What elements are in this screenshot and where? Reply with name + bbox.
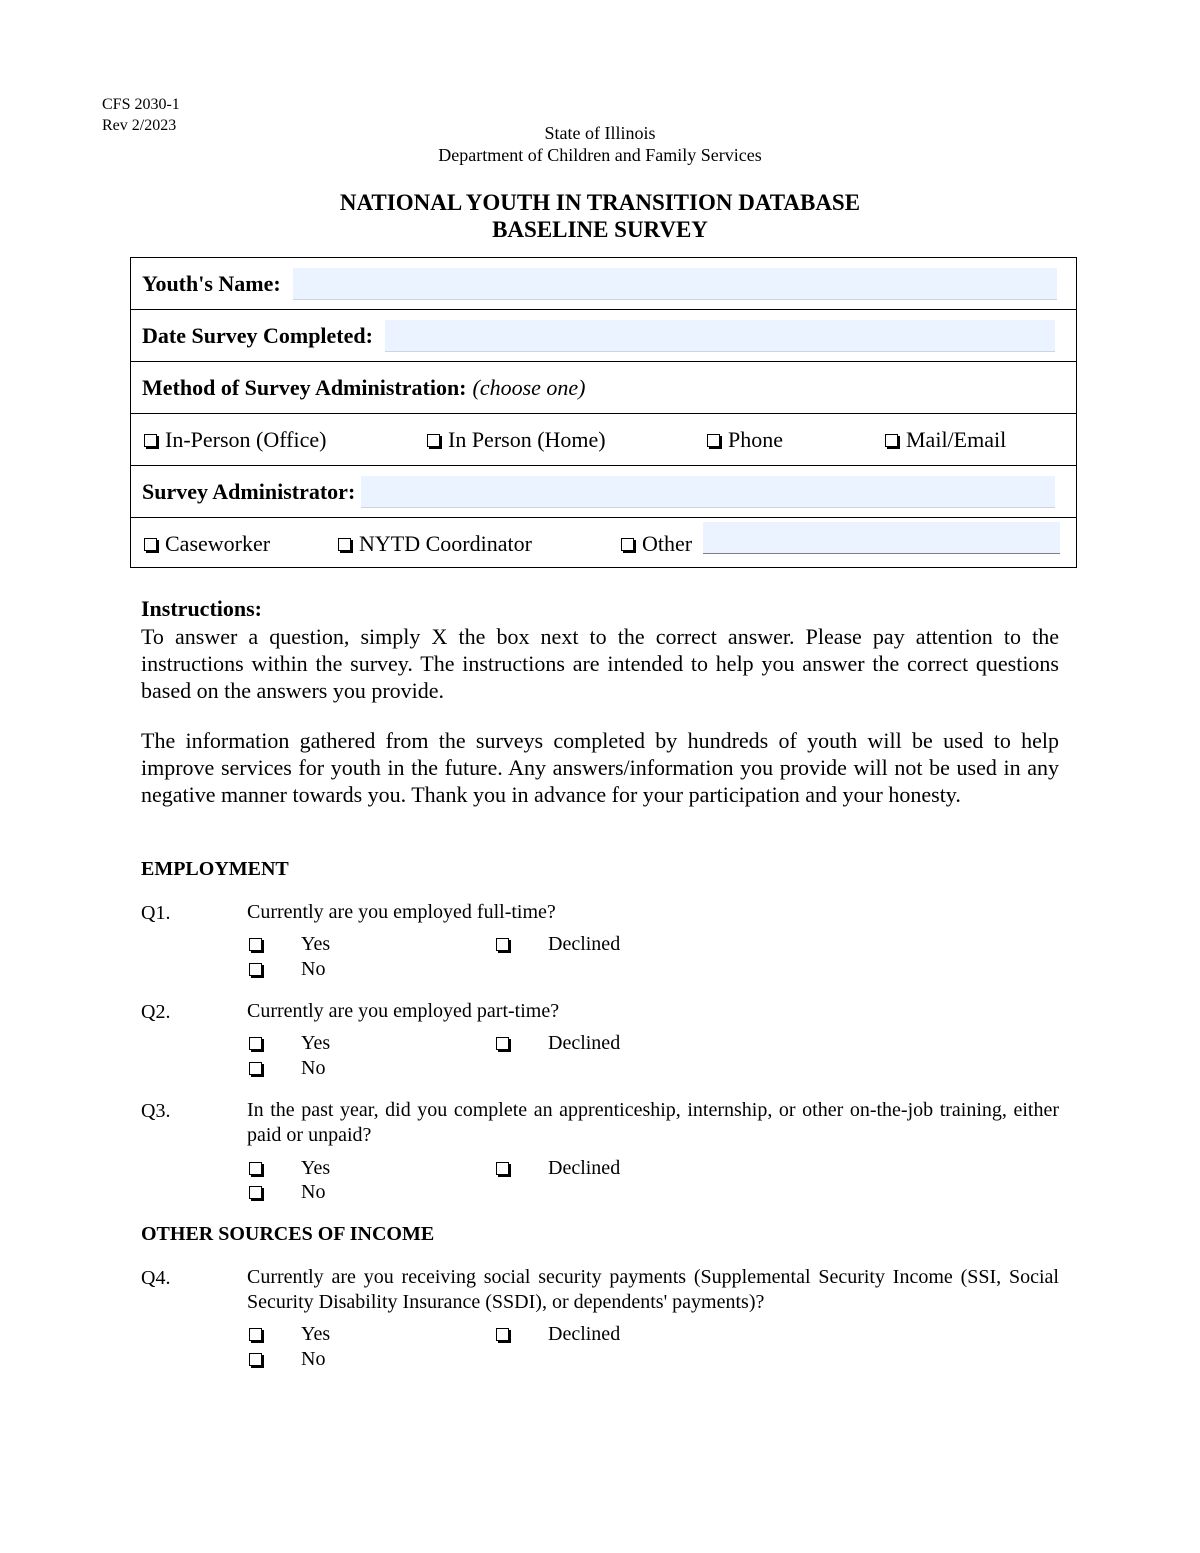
answer-yes[interactable] [249, 933, 331, 955]
question-number: Q2. [141, 1001, 171, 1023]
date-row [131, 310, 1076, 362]
answer-label: Declined [548, 1032, 621, 1054]
method-option-label: In-Person (Office) [165, 427, 327, 452]
question-number: Q3. [141, 1100, 171, 1122]
admin-type-label: Other [642, 531, 693, 556]
question-number: Q1. [141, 902, 171, 924]
question-text: In the past year, did you complete an apprenticeship, internship, or other on-the-job training, either paid or unpaid? [247, 1099, 1059, 1146]
instructions-heading: Instructions: [141, 596, 263, 621]
date-completed-field[interactable] [385, 320, 1055, 352]
method-mail-email[interactable] [885, 414, 1006, 466]
checkbox-icon[interactable] [249, 1037, 262, 1050]
answer-yes[interactable] [249, 1032, 331, 1054]
checkbox-icon[interactable] [621, 538, 634, 551]
answer-label: No [301, 958, 326, 980]
checkbox-icon[interactable] [249, 938, 262, 951]
checkbox-icon[interactable] [496, 1328, 509, 1341]
question-text: Currently are you receiving social security payments (Supplemental Security Income (SSI, Social Security Disability Insurance (SSDI), or dependents' payments)? [247, 1266, 1059, 1313]
checkbox-icon[interactable] [144, 434, 157, 447]
checkbox-icon[interactable] [144, 538, 157, 551]
administrator-label: Survey Administrator: [142, 478, 356, 504]
method-option-label: Mail/Email [906, 427, 1007, 452]
admin-other[interactable] [621, 518, 692, 570]
checkbox-icon[interactable] [249, 963, 262, 976]
answer-label: Yes [301, 1032, 331, 1054]
method-in-person-office[interactable] [144, 414, 326, 466]
page-title [0, 189, 1200, 243]
administrator-field[interactable] [361, 476, 1055, 508]
agency-header [0, 122, 1200, 166]
answer-no[interactable] [249, 1348, 326, 1370]
question-text: Currently are you employed full-time? [247, 901, 556, 923]
checkbox-icon[interactable] [496, 938, 509, 951]
form-revision: Rev 2/2023 [102, 117, 177, 134]
answer-declined[interactable] [496, 1323, 621, 1345]
checkbox-icon[interactable] [707, 434, 720, 447]
answer-label: Yes [301, 933, 331, 955]
answer-declined[interactable] [496, 933, 621, 955]
administrator-row [131, 466, 1076, 518]
answer-label: Yes [301, 1157, 331, 1179]
date-label: Date Survey Completed: [142, 322, 373, 348]
checkbox-icon[interactable] [427, 434, 440, 447]
method-phone[interactable] [707, 414, 783, 466]
answer-label: No [301, 1348, 326, 1370]
answer-no[interactable] [249, 1057, 326, 1079]
admin-type-label: NYTD Coordinator [359, 531, 532, 556]
admin-nytd-coordinator[interactable] [338, 518, 532, 570]
checkbox-icon[interactable] [496, 1037, 509, 1050]
answer-declined[interactable] [496, 1032, 621, 1054]
answer-declined[interactable] [496, 1157, 621, 1179]
instructions-paragraph-2: The information gathered from the surveys completed by hundreds of youth will be used to help improve services for youth in the future. Any answers/information you provide will not be used in any negative manner towards you. Thank you in advance for your participation and your honesty. [141, 728, 1059, 807]
section-other-income: OTHER SOURCES OF INCOME [141, 1223, 435, 1245]
checkbox-icon[interactable] [249, 1162, 262, 1175]
other-specify-field[interactable] [703, 522, 1060, 554]
answer-no[interactable] [249, 958, 326, 980]
department-name: Department of Children and Family Services [438, 145, 762, 165]
youth-name-field[interactable] [293, 268, 1057, 300]
checkbox-icon[interactable] [249, 1353, 262, 1366]
youth-name-row [131, 258, 1076, 310]
admin-type-row [131, 518, 1076, 570]
method-options-row [131, 414, 1076, 466]
answer-yes[interactable] [249, 1157, 331, 1179]
youth-name-label: Youth's Name: [142, 270, 281, 296]
method-row [131, 362, 1076, 414]
checkbox-icon[interactable] [885, 434, 898, 447]
title-line-2: BASELINE SURVEY [492, 217, 708, 242]
answer-label: Yes [301, 1323, 331, 1345]
question-number: Q4. [141, 1267, 171, 1289]
answer-yes[interactable] [249, 1323, 331, 1345]
checkbox-icon[interactable] [496, 1162, 509, 1175]
instructions-paragraph-1: To answer a question, simply X the box next to the correct answer. Please pay attention to the instructions within the survey. The instructions are intended to help you answer the correct questions based on the answers you provide. [141, 624, 1059, 703]
answer-label: Declined [548, 1157, 621, 1179]
checkbox-icon[interactable] [249, 1328, 262, 1341]
method-hint: (choose one) [472, 374, 586, 400]
admin-type-label: Caseworker [165, 531, 271, 556]
method-label: Method of Survey Administration: [142, 374, 467, 400]
checkbox-icon[interactable] [249, 1186, 262, 1199]
answer-label: Declined [548, 1323, 621, 1345]
answer-label: Declined [548, 933, 621, 955]
checkbox-icon[interactable] [338, 538, 351, 551]
method-in-person-home[interactable] [427, 414, 606, 466]
section-employment: EMPLOYMENT [141, 858, 289, 880]
method-option-label: Phone [728, 427, 783, 452]
answer-label: No [301, 1181, 326, 1203]
form-code: CFS 2030-1 [102, 96, 180, 113]
state-name: State of Illinois [544, 123, 656, 143]
checkbox-icon[interactable] [249, 1062, 262, 1075]
title-line-1: NATIONAL YOUTH IN TRANSITION DATABASE [339, 190, 861, 215]
question-text: Currently are you employed part-time? [247, 1000, 560, 1022]
method-option-label: In Person (Home) [448, 427, 606, 452]
answer-label: No [301, 1057, 326, 1079]
admin-caseworker[interactable] [144, 518, 270, 570]
answer-no[interactable] [249, 1181, 326, 1203]
survey-info-box [130, 257, 1077, 568]
